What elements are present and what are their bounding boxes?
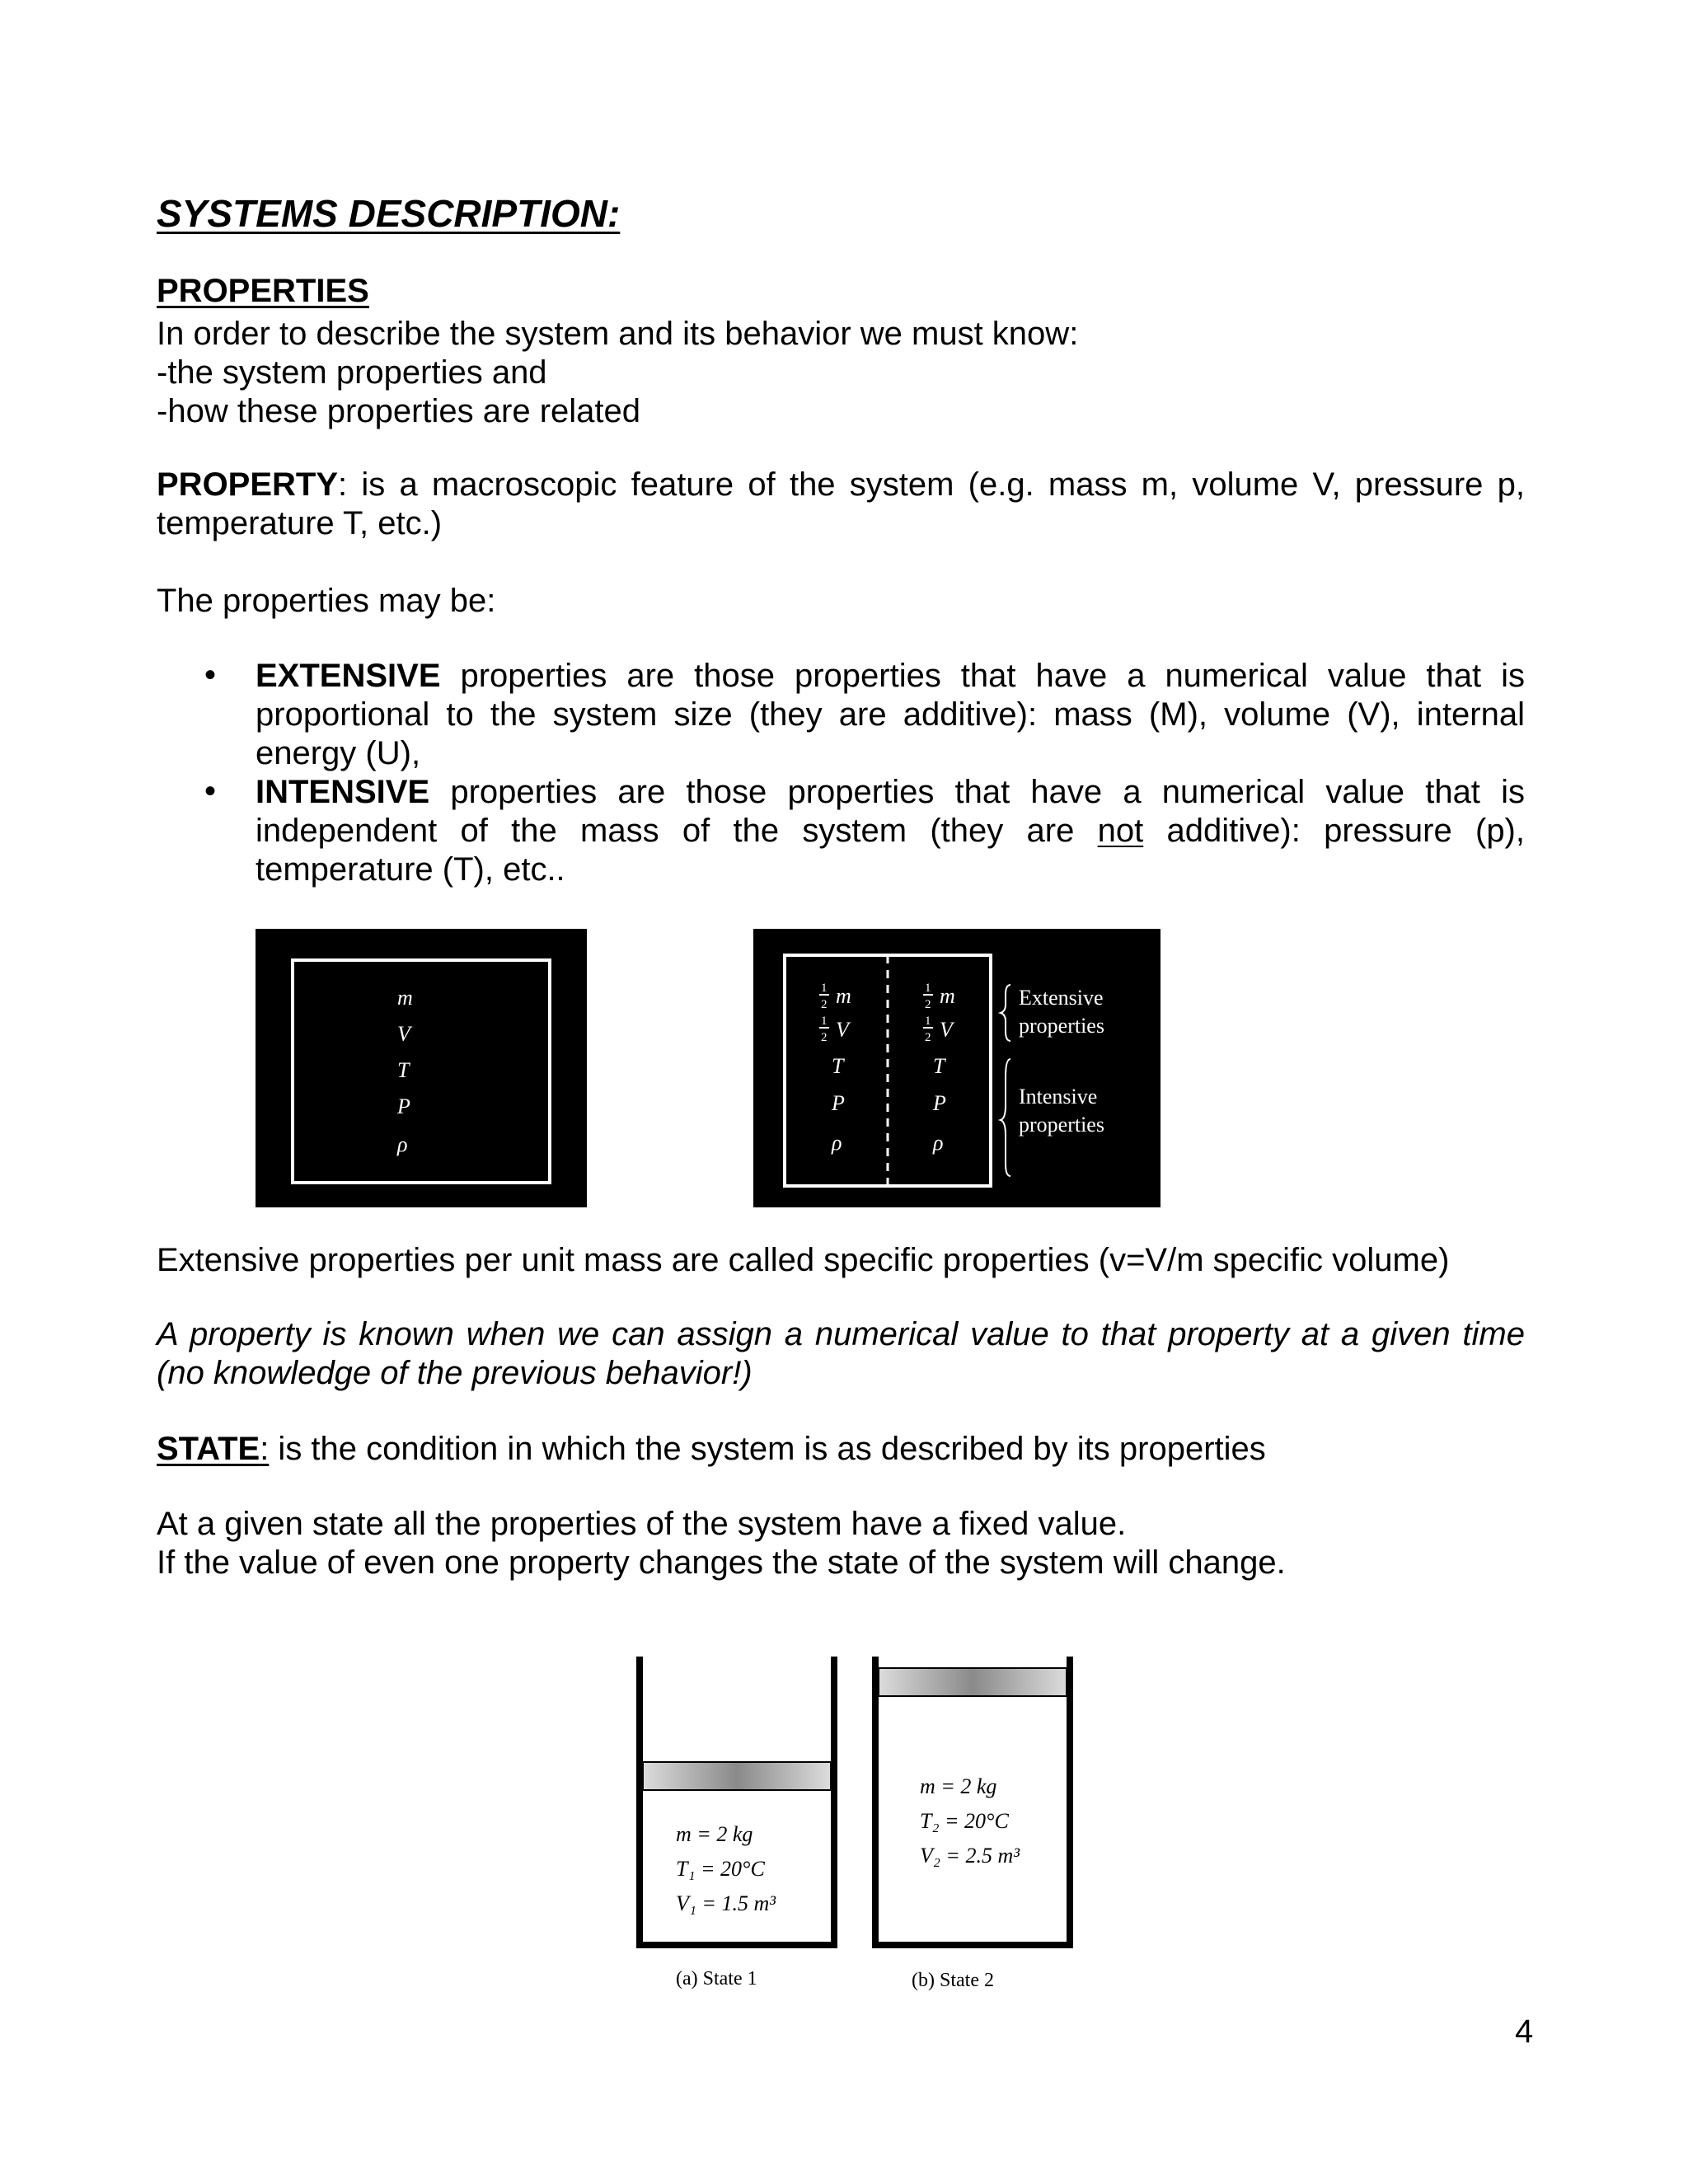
- cylinder-state-2: [872, 1657, 1073, 1991]
- page-number: 4: [1515, 2013, 1534, 2050]
- state2-mass: m = 2 kg: [920, 1774, 997, 1798]
- intro-line-2: -the system properties and: [157, 354, 547, 391]
- intro-line-3: -how these properties are related: [157, 393, 640, 429]
- bullet-dot: •: [204, 773, 217, 809]
- known-property-text: A property is known when we can assign a numerical value to that property at a given time (no knowledge of the previous behavior!): [157, 1316, 1525, 1391]
- intensive-label-2: properties: [1019, 1113, 1104, 1137]
- left-symbol-p: P: [832, 1091, 845, 1115]
- state2-temperature: T₂ = 20°C: [920, 1809, 1009, 1833]
- piston-cylinder-figure: [626, 1640, 1088, 2003]
- bullet-dot: •: [204, 657, 217, 693]
- right-symbol-rho: ρ: [933, 1131, 944, 1155]
- intensive-label-1: Intensive: [1019, 1085, 1098, 1108]
- extensive-bullet: [256, 657, 1525, 773]
- state1-volume: V₁ = 1.5 m³: [676, 1891, 776, 1915]
- left-symbol-v: V: [836, 1018, 849, 1042]
- right-symbol-t: T: [933, 1054, 945, 1078]
- fixed-value-line-1: At a given state all the properties of the system have a fixed value.: [157, 1506, 1127, 1542]
- half-den: 2: [821, 1031, 828, 1044]
- half-den: 2: [925, 998, 931, 1011]
- right-symbol-v: V: [940, 1018, 953, 1042]
- not-word: not: [1097, 813, 1144, 849]
- state-term: STATE: [157, 1431, 260, 1467]
- left-symbol-m: m: [836, 984, 851, 1008]
- state-colon: :: [260, 1431, 270, 1467]
- state-definition: [157, 1430, 1525, 1469]
- intro-line-1: In order to describe the system and its behavior we must know:: [157, 316, 1079, 352]
- properties-may-be: The properties may be:: [157, 583, 496, 619]
- symbol-v: V: [397, 1022, 410, 1046]
- extensive-brace: [1001, 985, 1010, 1041]
- extensive-label-1: Extensive: [1019, 986, 1104, 1010]
- left-symbol-rho: ρ: [832, 1131, 842, 1155]
- page-title: SYSTEMS DESCRIPTION:: [157, 192, 621, 235]
- property-definition-text: : is a macroscopic feature of the system (e.g. mass m, volume V, pressure p, temperature T, etc.): [157, 466, 1525, 541]
- half-num: 1: [821, 1015, 828, 1028]
- extensive-text: properties are those properties that have a numerical value that is proportional to the system size (they are additive): mass (M), volume (V), internal energy (U),: [256, 658, 1525, 771]
- state1-temperature: T₁ = 20°C: [676, 1857, 765, 1881]
- symbol-m: m: [397, 986, 413, 1010]
- extensive-label-2: properties: [1019, 1014, 1104, 1038]
- symbol-p: P: [397, 1094, 410, 1118]
- properties-heading: PROPERTIES: [157, 273, 369, 309]
- half-den: 2: [821, 998, 828, 1011]
- state2-caption: (b) State 2: [912, 1970, 994, 1991]
- divided-system-figure: [753, 929, 1160, 1207]
- fixed-value-line-2: If the value of even one property changes the state of the system will change.: [157, 1544, 1286, 1581]
- specific-properties-text: Extensive properties per unit mass are called specific properties (v=V/m specific volume): [157, 1242, 1450, 1278]
- state2-volume: V₂ = 2.5 m³: [920, 1844, 1020, 1868]
- state1-mass: m = 2 kg: [676, 1822, 753, 1846]
- property-definition: [157, 466, 1525, 543]
- extensive-term: EXTENSIVE: [256, 658, 441, 694]
- left-symbol-t: T: [832, 1054, 844, 1078]
- cylinder-state-1: [636, 1657, 837, 1990]
- property-term: PROPERTY: [157, 466, 339, 503]
- piston-state-2: [879, 1668, 1067, 1696]
- half-num: 1: [925, 1015, 931, 1028]
- symbol-t: T: [397, 1058, 410, 1082]
- intensive-brace: [1001, 1059, 1010, 1176]
- intensive-text-before: properties are those properties that have a numerical value that is independent of the mass of the system (they are: [256, 774, 1525, 849]
- state1-caption: (a) State 1: [676, 1968, 757, 1990]
- piston-state-1: [643, 1762, 831, 1790]
- half-den: 2: [925, 1031, 931, 1044]
- intensive-bullet: [256, 773, 1525, 889]
- half-num: 1: [925, 982, 931, 995]
- intensive-term: INTENSIVE: [256, 774, 430, 810]
- half-num: 1: [821, 982, 828, 995]
- system-figure: [256, 929, 587, 1207]
- symbol-rho: ρ: [397, 1132, 408, 1156]
- right-symbol-m: m: [940, 984, 955, 1008]
- state-definition-text: is the condition in which the system is as described by its properties: [269, 1431, 1266, 1467]
- intensive-text-after: additive): pressure (p), temperature (T), etc..: [256, 813, 1525, 888]
- system-boundary: [293, 960, 550, 1183]
- right-symbol-p: P: [933, 1091, 946, 1115]
